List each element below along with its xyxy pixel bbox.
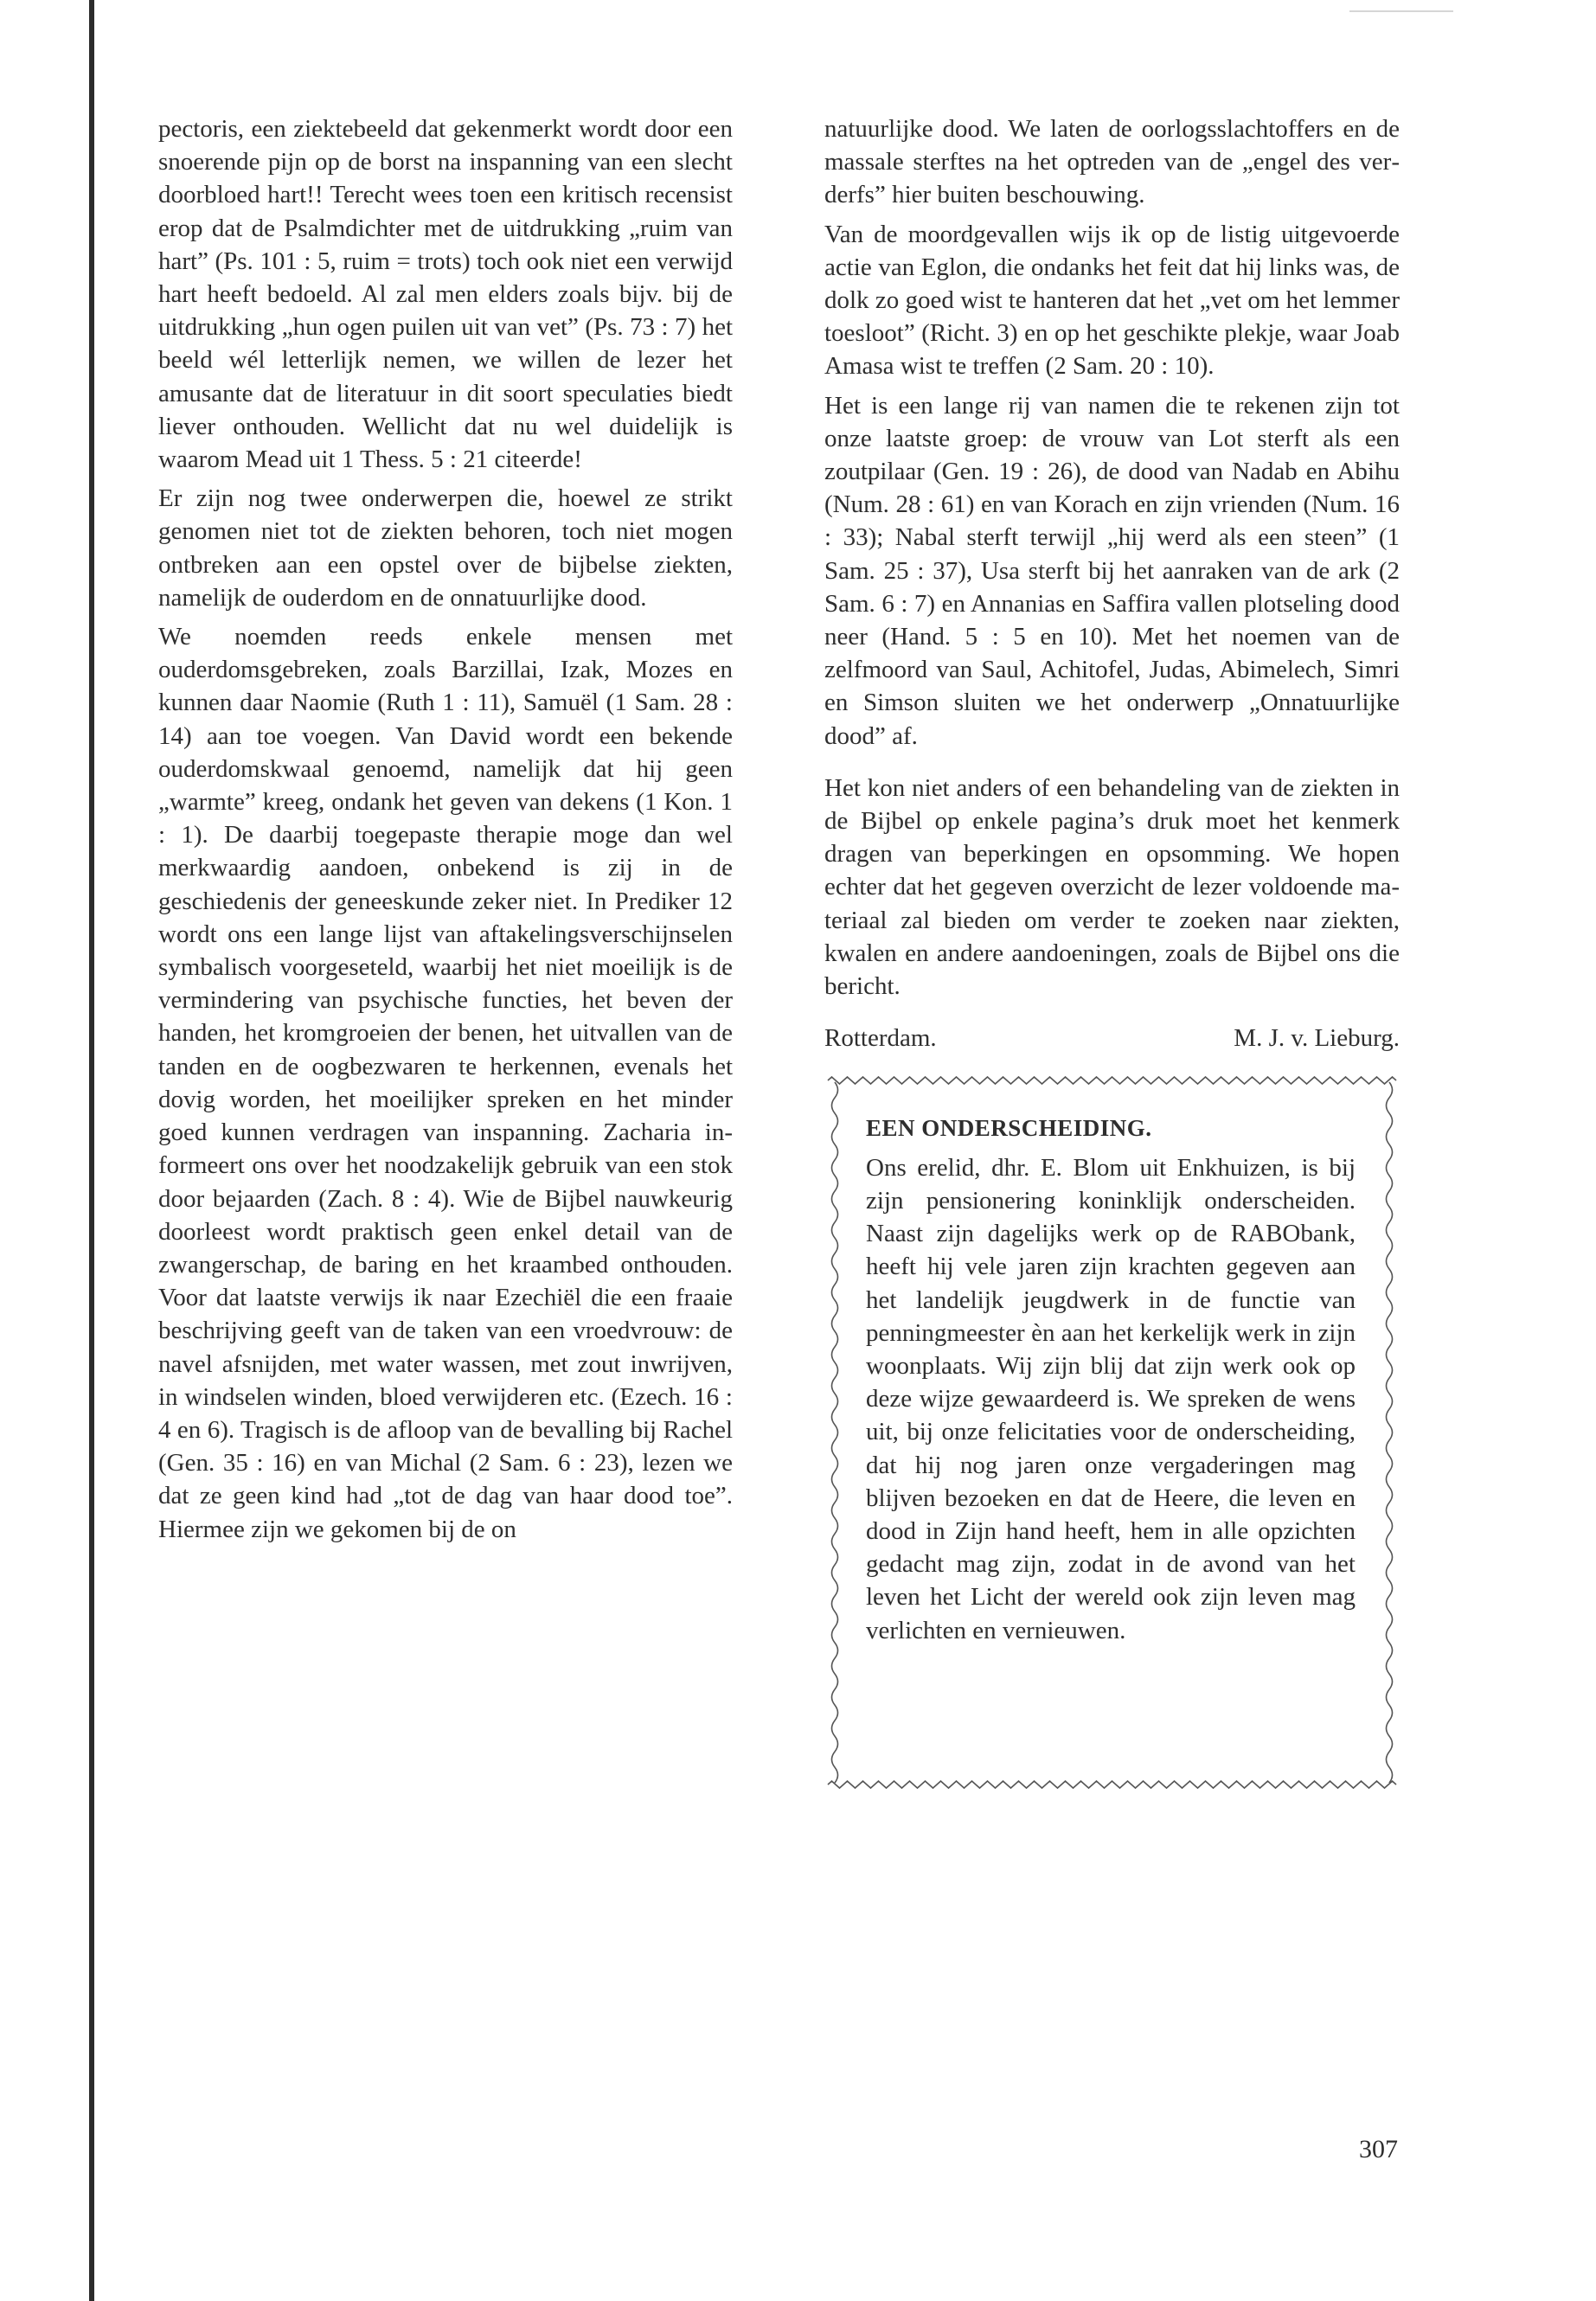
page-number: 307	[1359, 2135, 1398, 2163]
paragraph-two-subjects: Er zijn nog twee onderwerpen die, hoewel ze strikt genomen niet tot de ziekten behoren, toch niet mogen ontbreken aan een opstel over de bijbelse ziekten, namelijk de ouderdom en de onnatuurlijke dood.	[158, 484, 733, 612]
paragraph-unnatural-death: natuurlijke dood. We laten de oorlogsslachtoffers en de massale sterftes na het optreden van de „engel des verderfs” hier buiten beschouwing.	[824, 115, 1400, 209]
scan-top-mark	[1349, 10, 1453, 12]
notice-box	[824, 1074, 1400, 1791]
paragraph-names: Het is een lange rij van namen die te rekenen zijn tot onze laatste groep: de vrouw van Lot sterft als een zoutpilaar (Gen. 19 : 26), de dood van Nadab en Abihu (Num. 28 : 61) en van Korach en zijn vrienden (Num. 16 : 33); Nabal sterft terwijl „hij werd als een steen” (1 Sam. 25 : 37), Usa sterft bij het aanraken van de ark (2 Sam. 6 : 7) en Annanias en Saffira vallen plotseling dood neer (Hand. 5 : 5 en 10). Met het noemen van de zelfmoord van Saul, Achitofel, Judas, Abimelech, Simri en Simson sluiten we het onderwerp „Onnatuurlijke dood” af.	[824, 391, 1400, 750]
paragraph-murders: Van de moordgevallen wijs ik op de listig uitgevoerde actie van Eglon, die ondanks het feit dat hij links was, de dolk zo goed wist te hanteren dat het „vet om het lemmer toesloot” (Richt. 3) en op het geschikte plekje, waar Joab Amasa wist te treffen (2 Sam. 20 : 10).	[824, 220, 1400, 381]
wavy-border-top	[828, 1077, 1396, 1084]
notice-content	[866, 1112, 1356, 1652]
wavy-border-bottom	[828, 1781, 1396, 1788]
signature-line	[824, 1022, 1400, 1054]
wavy-border-right	[1387, 1082, 1393, 1783]
notice-title: EEN ONDERSCHEIDING.	[866, 1115, 1152, 1142]
signature-place: Rotterdam.	[824, 1024, 937, 1053]
paragraph-old-age: We noemden reeds enkele mensen met ouderdomsgebreken, zoals Barzillai, Izak, Mozes en kunnen daar Naomie (Ruth 1 : 11), Samuël (1 Sam. 28 : 14) aan toe voegen. Van David wordt een bekende ouderdomskwaal genoemd, namelijk dat hij geen „warmte” kreeg, ondank het geven van dekens (1 Kon. 1 : 1). De daarbij toegepaste therapie moge dan wel merkwaardig aandoen, onbekend is zij in de geschiedenis der geneeskunde zeker niet. In Prediker 12 wordt ons een lange lijst van aftakelingsverschijnselen symbalisch voorgeseteld, waarbij het niet moeilijk is de vermindering van psychische functies, het beven der handen, het kromgroeien der benen, het uitvallen van de tanden en de oogbezwaren te herkennen, evenals het dovig worden, het moeilijker spreken en het minder goed kunnen verdragen van inspanning. Zacharia informeert ons over het noodzakelijk gebruik van een stok door bejaarden (Zach. 8 : 4). Wie de Bijbel nauwkeurig doorleest wordt praktisch geen enkel detail van de zwangerschap, de baring en het kraambed onthouden. Voor dat laatste verwijs ik naar Ezechiël die een fraaie beschrijving geeft van de taken van een vroedvrouw: de navel afsnijden, met water wassen, met zout inwrijven, in windselen winden, bloed verwijderen etc. (Ezech. 16 : 4 en 6). Tragisch is de afloop van de bevalling bij Rachel (Gen. 35 : 16) en van Michal (2 Sam. 6 : 23), lezen we dat ze geen kind had „tot de dag van haar dood toe”. Hiermee zijn we gekomen bij de on	[158, 623, 733, 1543]
paragraph-conclusion: Het kon niet anders of een behandeling van de ziekten in de Bijbel op enkele pagina’s druk moet het kenmerk dragen van beperkingen en opsomming. We hopen echter dat het gegeven overzicht de lezer voldoende materiaal zal bieden om verder te zoeken naar ziekten, kwalen en andere aandoeningen, zoals de Bijbel ons die bericht.	[824, 773, 1400, 1001]
notice-body: Ons erelid, dhr. E. Blom uit Enkhuizen, is bij zijn pensionering koninklijk onderscheiden. Naast zijn dagelijks werk op de RABObank, heeft hij vele jaren zijn krachten gegeven aan het landelijk jeugdwerk in de functie van penningmeester èn aan het kerkelijk werk in zijn woonplaats. Wij zijn blij dat zijn werk ook op deze wijze gewaardeerd is. We spreken de wens uit, bij onze felicitaties voor de onderscheiding, dat hij nog jaren onze vergaderingen mag blijven bezoeken en dat de Heere, die leven en dood in Zijn hand heeft, hem in alle opzichten gedacht mag zijn, zodat in de avond van het leven het Licht der wereld ook zijn leven mag verlichten en vernieuwen.	[866, 1153, 1356, 1644]
wavy-border-left	[832, 1082, 838, 1783]
signature-author: M. J. v. Lieburg.	[1234, 1024, 1400, 1053]
right-column	[824, 112, 1400, 1791]
scan-binding-edge	[89, 0, 94, 2301]
paragraph-pectoris: pectoris, een ziektebeeld dat gekenmerkt wordt door een snoerende pijn op de borst na inspanning van een slecht doorbloed hart!! Terecht wees toen een kritisch recensist erop dat de Psalmdichter met de uitdrukking „ruim van hart” (Ps. 101 : 5, ruim = trots) toch ook niet een verwijd hart heeft bedoeld. Al zal men elders zoals bijv. bij de uitdrukking „hun ogen puilen uit van vet” (Ps. 73 : 7) het beeld wél letterlijk nemen, we willen de lezer het amusante dat de literatuur in dit soort speculaties biedt liever onthouden. Wellicht dat nu wel duidelijk is waarom Mead uit 1 Thess. 5 : 21 citeerde!	[158, 115, 733, 474]
left-column	[158, 112, 733, 1552]
